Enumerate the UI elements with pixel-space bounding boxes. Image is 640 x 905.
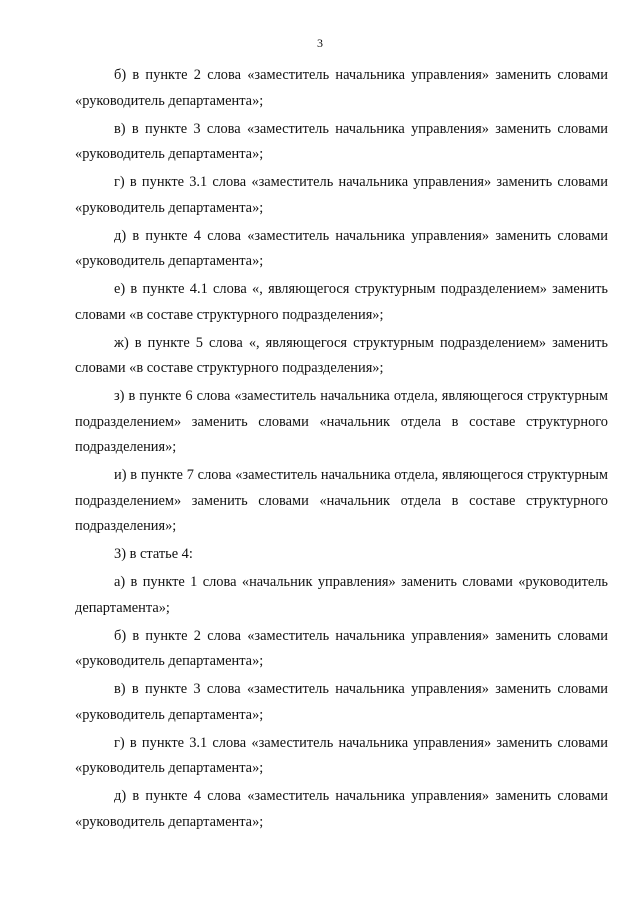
paragraph-item-g-clause-3-1-art4: г) в пункте 3.1 слова «заместитель начальника управления» заменить словами «руководитель департамента»; — [75, 734, 608, 776]
page-number: 3 — [317, 36, 323, 50]
paragraph-item-b-clause-2: б) в пункте 2 слова «заместитель начальника управления» заменить словами «руководитель департамента»; — [75, 67, 608, 109]
document-body — [75, 63, 608, 838]
paragraph-item-d-clause-4-art4: д) в пункте 4 слова «заместитель начальника управления» заменить словами «руководитель департамента»; — [75, 788, 608, 830]
paragraph-item-zh-clause-5: ж) в пункте 5 слова «, являющегося структурным подразделением» заменить словами «в составе структурного подразделения»; — [75, 334, 608, 376]
paragraph-item-z-clause-6: з) в пункте 6 слова «заместитель начальника отдела, являющегося структурным подразделением» заменить словами «начальник отдела в составе структурного подразделения»; — [75, 388, 608, 455]
paragraph-item-v-clause-3-art4: в) в пункте 3 слова «заместитель начальника управления» заменить словами «руководитель департамента»; — [75, 681, 608, 723]
paragraph-item-v-clause-3: в) в пункте 3 слова «заместитель начальника управления» заменить словами «руководитель департамента»; — [75, 120, 608, 162]
paragraph-article-4-heading: 3) в статье 4: — [114, 546, 193, 562]
paragraph-item-i-clause-7: и) в пункте 7 слова «заместитель начальника отдела, являющегося структурным подразделением» заменить словами «начальник отдела в составе структурного подразделения»; — [75, 467, 608, 534]
paragraph-item-d-clause-4: д) в пункте 4 слова «заместитель начальника управления» заменить словами «руководитель департамента»; — [75, 227, 608, 269]
paragraph-item-g-clause-3-1: г) в пункте 3.1 слова «заместитель начальника управления» заменить словами «руководитель департамента»; — [75, 174, 608, 216]
paragraph-item-a-clause-1: а) в пункте 1 слова «начальник управления» заменить словами «руководитель департамента»; — [75, 574, 608, 616]
paragraph-item-b-clause-2-art4: б) в пункте 2 слова «заместитель начальника управления» заменить словами «руководитель департамента»; — [75, 627, 608, 669]
paragraph-item-e-clause-4-1: е) в пункте 4.1 слова «, являющегося структурным подразделением» заменить словами «в составе структурного подразделения»; — [75, 281, 608, 323]
